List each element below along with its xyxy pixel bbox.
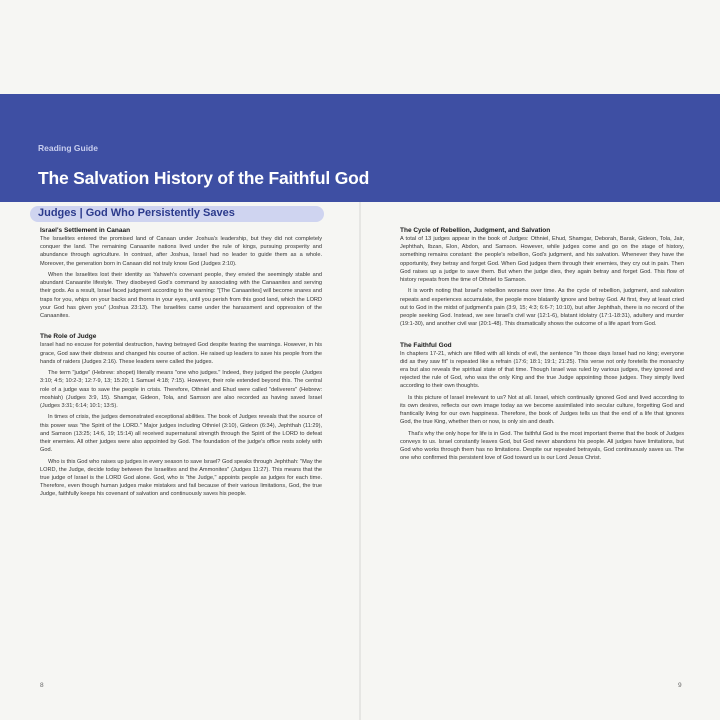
page-number-left: 8 [40,682,44,689]
heading-faithful-god: The Faithful God [400,341,452,349]
paragraph: The Israelites entered the promised land of Canaan under Joshua's leadership, but they did not completely conquer the land. The remaining Canaanite nations lived under the rule of kings, pursuing prosperity and abundance through agriculture. In contrast, after Joshua, Israel had no leader to guide them as a whole. Moreover, the generation born in Canaan did not truly know God (Judges 2:10). [40,236,322,267]
section-pill-label: Judges | God Who Persistently Saves [38,207,235,219]
page-number-right: 9 [678,682,682,689]
heading-role-of-judge: The Role of Judge [40,333,97,341]
paragraph: In times of crisis, the judges demonstrated exceptional abilities. The book of Judges reveals that the source of this power was "the Spirit of the LORD." Major judges including Othniel (3:10), Gideon (6:34), Jephthah (11:29), and Samson (13:25; 14:6, 19; 15:14) all received supernatural strength through the Spirit of the LORD to defeat their enemies. All other judges were also appointed by God. The foundation of the judge's office rests solely with God. [40,414,322,454]
paragraph: That's why the only hope for life is in God. The faithful God is the most important theme that the book of Judges conveys to us. Israel constantly leaves God, but God never abandons his people. All judges have limitations, but God who works through them has no limitations. Despite our repeated betrayals, God continuously saves us. The one who confirmed this persistent love of God toward us is our Lord Jesus Christ. [400,430,684,462]
section-pill [30,206,324,222]
paragraph: The term "judge" (Hebrew: shopet) literally means "one who judges." Indeed, they judged the people (Judges 3:10; 4:5; 10:2-3; 12:7-9, 13; 15:20; 1 Samuel 4:18; 7:15). However, their role extended beyond this. The central role of a judge was to save the people in crisis. Therefore, Othniel and Ehud were called "deliverers" (Hebrew: moshiah) (Judges 3:9, 15). Shamgar, Gideon, Tola, and Samson are also recorded as having saved Israel (Judges 3:31; 6:14; 10:1; 13:5). [40,370,322,410]
heading-cycle: The Cycle of Rebellion, Judgment, and Salvation [400,227,551,234]
paragraph: When the Israelites lost their identity as Yahweh's covenant people, they envied the seemingly stable and abundant Canaanite lifestyle. They disobeyed God's command by associating with the Canaanites and serving their gods. As a result, Israel faced judgment according to the warning: "[The Canaanites] will become snares and traps for you, whips on your backs and thorns in your eyes, until you perish from this good land, which the LORD your God has given you" (Joshua 23:13). The Israelites came under the harassment and oppression of the Canaanites. [40,272,322,320]
paragraph: Who is this God who raises up judges in every season to save Israel? God speaks through Jephthah: "May the LORD, the Judge, decide today between the Israelites and the Ammonites" (Judges 11:27). This means that the true judge of Israel is the LORD God alone. God, who is "the Judge," appoints people as judges for each time. Therefore, even though human judges make mistakes and fail because of their various limitations, God, the true Judge, faithfully keeps his covenant of salvation and continuously saves his people. [40,458,322,498]
heading-settlement: Israel's Settlement in Canaan [40,227,131,234]
page-title: The Salvation History of the Faithful God [38,168,370,188]
left-column [40,222,322,502]
paragraph: Is this picture of Israel irrelevant to us? Not at all. Israel, which continually ignored God and lived according to its own desires, reflects our own image today as we become assimilated into secular culture, forgetting God and frantically living for our own happiness. Therefore, the book of Judges tells us that the end of a life that ignores God, the true King, whether then or now, is only sin and death. [400,394,684,426]
paragraph: A total of 13 judges appear in the book of Judges: Othniel, Ehud, Shamgar, Deborah, Barak, Gideon, Tola, Jair, Jephthah, Ibzan, Elon, Abdon, and Samson. However, while judges come and go on the stage of history, something remains constant: the people's rebellion, God's judgment, and his salvation. Whenever they have the opportunity, they betray and forget God. When God judges them through their enemies, they cry out in pain. Then God raises up a judge to save them. But when the judge dies, they again betray and forget God. This flow of history repeats from the time of Othniel to Samson. [400,236,684,284]
paragraph: Israel had no excuse for potential destruction, having betrayed God despite fearing the warnings. However, in his grace, God saw their distress and changed his course of action. He raised up leaders to save his people from the hands of raiders (Judges 2:16). These leaders were called the judges. [40,342,322,365]
section-label: Reading Guide [38,143,98,153]
right-column [400,222,684,466]
paragraph: It is worth noting that Israel's rebellion worsens over time. As the cycle of rebellion, judgment, and salvation repeats and experiences accumulate, the people more blatantly ignore and betray God. At first, they at least cried out to God in the midst of judgment's pain (3:9, 15; 4:3; 6:6-7; 10:10), but after Jephthah, there is no record of the people seeking God. Instead, we see Israel's civil war (12:1-6), blatant idolatry (17:1-18:31), adultery and murder (19:1-30), and another civil war (20:1-48). This dramatically shows the outcome of a life apart from God. [400,288,684,328]
paragraph: In chapters 17-21, which are filled with all kinds of evil, the sentence "In those days Israel had no king; everyone did as they saw fit" is repeated like a refrain (17:6; 18:1; 19:1; 21:25). This verse not only foretells the monarchy era but also reveals the spiritual state of that time. Though Israel was ruled by various judges, they ignored and rejected the rule of God, who was the only King and the true Judge appointing those judges. They simply lived according to their own thoughts. [400,350,684,390]
page-gutter [359,202,361,720]
